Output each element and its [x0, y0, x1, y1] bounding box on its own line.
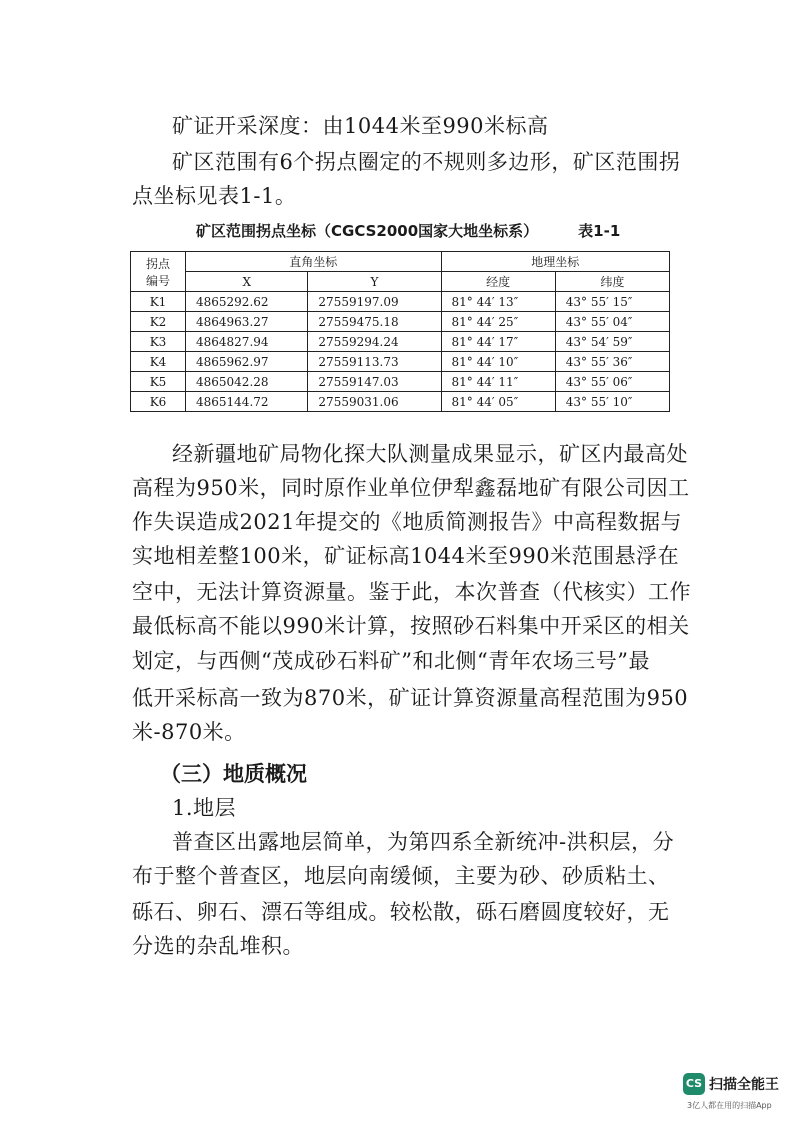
text-line: 矿证开采深度：由1044米至990米标高 [172, 114, 549, 138]
cell-id: K6 [131, 392, 186, 412]
camscanner-logo-icon: CS [683, 1073, 705, 1095]
header-point-bottom: 编号 [145, 273, 170, 288]
text-line: 作失误造成2021年提交的《地质简测报告》中高程数据与 [132, 510, 682, 534]
text-line: 实地相差整100米，矿证标高1044米至990米范围悬浮在 [132, 544, 680, 568]
header-point-top: 拐点 [145, 256, 170, 271]
watermark-brand: 扫描全能王 [709, 1077, 779, 1093]
cell-lon: 81° 44′ 13″ [441, 292, 555, 312]
text-line: 最低标高不能以990米计算，按照砂石料集中开采区的相关 [132, 614, 690, 638]
header-geo-coords: 地理坐标 [441, 252, 669, 272]
table-row [131, 392, 670, 412]
header-x: X [186, 272, 308, 292]
cell-x: 4864963.27 [186, 312, 308, 332]
watermark-tagline: 3亿人都在用的扫描App [687, 1101, 772, 1110]
text-line: 分选的杂乱堆积。 [132, 934, 304, 958]
table-subheader-row [131, 272, 670, 292]
cell-lon: 81° 44′ 10″ [441, 352, 555, 372]
cell-x: 4865292.62 [186, 292, 308, 312]
header-latitude: 纬度 [555, 272, 669, 292]
text-line: 米-870米。 [132, 720, 246, 744]
text-line: 矿区范围有6个拐点圈定的不规则多边形，矿区范围拐 [172, 150, 681, 174]
cell-lon: 81° 44′ 25″ [441, 312, 555, 332]
text-line: 布于整个普查区，地层向南缓倾，主要为砂、砂质粘土、 [132, 864, 670, 888]
text-line: 划定，与西侧“茂成砂石料矿”和北侧“青年农场三号”最 [132, 649, 650, 673]
section-heading: （三）地质概况 [160, 761, 307, 786]
table-row [131, 312, 670, 332]
cell-lat: 43° 54′ 59″ [555, 332, 669, 352]
cell-y: 27559294.24 [308, 332, 441, 352]
text-line: 砾石、卵石、漂石等组成。较松散，砾石磨圆度较好，无 [132, 900, 670, 924]
cell-y: 27559147.03 [308, 372, 441, 392]
cell-lon: 81° 44′ 17″ [441, 332, 555, 352]
cell-id: K4 [131, 352, 186, 372]
cell-x: 4865144.72 [186, 392, 308, 412]
table-row [131, 292, 670, 312]
cell-id: K3 [131, 332, 186, 352]
text-line: 经新疆地矿局物化探大队测量成果显示，矿区内最高处 [172, 442, 688, 466]
cell-id: K2 [131, 312, 186, 332]
cell-y: 27559113.73 [308, 352, 441, 372]
subsection-heading: 1.地层 [172, 796, 237, 820]
table-header-row [131, 252, 670, 272]
header-longitude: 经度 [441, 272, 555, 292]
cell-y: 27559031.06 [308, 392, 441, 412]
text-line: 低开采标高一致为870米，矿证计算资源量高程范围为950 [132, 686, 689, 710]
cell-x: 4865042.28 [186, 372, 308, 392]
text-line: 空中，无法计算资源量。鉴于此，本次普查（代核实）工作 [132, 580, 691, 604]
text-line: 点坐标见表1-1。 [132, 184, 297, 208]
table-row [131, 352, 670, 372]
coordinate-table [130, 251, 670, 412]
header-y: Y [308, 272, 441, 292]
table-row [131, 372, 670, 392]
cell-id: K1 [131, 292, 186, 312]
cell-x: 4864827.94 [186, 332, 308, 352]
header-rect-coords: 直角坐标 [186, 252, 442, 272]
header-point-id [131, 252, 186, 292]
text-line: 高程为950米，同时原作业单位伊犁鑫磊地矿有限公司因工 [132, 476, 690, 500]
cell-y: 27559475.18 [308, 312, 441, 332]
cell-lat: 43° 55′ 06″ [555, 372, 669, 392]
cell-x: 4865962.97 [186, 352, 308, 372]
scanner-watermark [683, 1073, 787, 1113]
cell-lon: 81° 44′ 05″ [441, 392, 555, 412]
table-row [131, 332, 670, 352]
table-caption [196, 220, 620, 241]
table-caption-title: 矿区范围拐点坐标（CGCS2000国家大地坐标系） [196, 222, 539, 240]
cell-lat: 43° 55′ 04″ [555, 312, 669, 332]
text-line: 普查区出露地层简单，为第四系全新统冲-洪积层，分 [172, 830, 675, 854]
cell-lat: 43° 55′ 36″ [555, 352, 669, 372]
table-number: 表1-1 [578, 222, 621, 240]
cell-lat: 43° 55′ 10″ [555, 392, 669, 412]
cell-id: K5 [131, 372, 186, 392]
cell-lon: 81° 44′ 11″ [441, 372, 555, 392]
cell-y: 27559197.09 [308, 292, 441, 312]
cell-lat: 43° 55′ 15″ [555, 292, 669, 312]
